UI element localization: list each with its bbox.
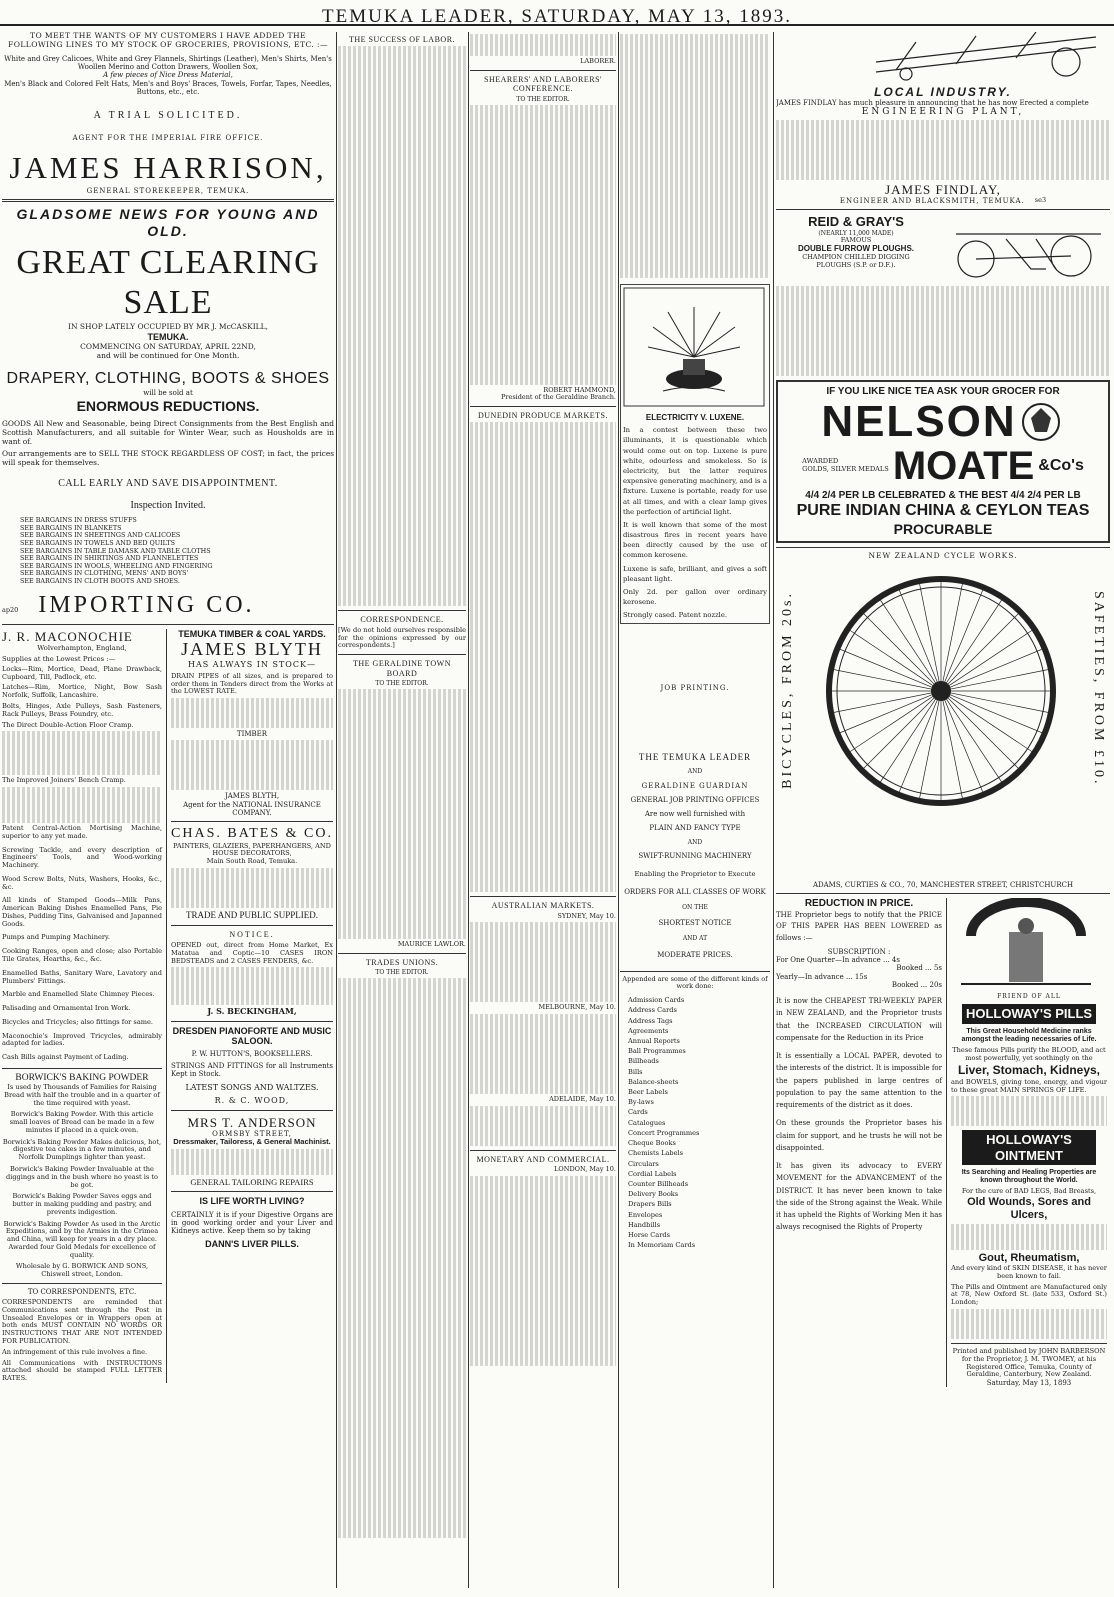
notice-title: NOTICE. — [229, 929, 275, 939]
maconochie-item: Pumps and Pumping Machinery. — [2, 933, 110, 942]
column-2 — [338, 32, 466, 1588]
reid-count: (NEARLY 11,000 MADE) — [818, 229, 894, 237]
borwick-item: Borwick's Baking Powder Saves eggs and butter in making pudding and pastry, and prevents indigestion. — [12, 1192, 152, 1216]
shearers-conference: SHEARERS' AND LABORERS' CONFERENCE. — [484, 74, 602, 94]
column-4 — [620, 32, 770, 1588]
pills-great: This Great Household Medicine ranks amongst the leading necessaries of Life. — [961, 1027, 1097, 1043]
harrison-agent: AGENT FOR THE IMPERIAL FIRE OFFICE. — [72, 133, 264, 142]
pills-liver: Liver, Stomach, Kidneys, — [957, 1062, 1101, 1077]
appended: Appended are some of the different kinds of work done: — [622, 974, 768, 991]
life-text: CERTAINLY it is if your Digestive Organs are in good working order and your Liver and Kidneys active. Keep them so by taking — [171, 1210, 333, 1236]
london-dateline: LONDON, May 10. — [554, 1165, 616, 1174]
job-kind: Delivery Books — [628, 1190, 679, 1199]
sale-call-early: CALL EARLY AND SAVE DISAPPOINTMENT. — [58, 477, 278, 489]
harrison-name: JAMES HARRISON, — [9, 150, 327, 186]
column-rule — [618, 32, 619, 1588]
sale-town: TEMUKA. — [147, 332, 189, 343]
reid-ploughs: DOUBLE FURROW PLOUGHS. — [798, 244, 914, 254]
findlay-text: JAMES FINDLAY has much pleasure in announcing that he has now Erected a complete — [776, 98, 1089, 107]
cycle-works-title: NEW ZEALAND CYCLE WORKS. — [868, 551, 1018, 561]
correspondents-postage: All Communications with INSTRUCTIONS attached should be stamped FULL LETTER RATES. — [2, 1358, 162, 1383]
maconochie-item: Cash Bills against Payment of Lading. — [2, 1053, 129, 1062]
maconochie-item: Maconochie's Improved Tricycles, admirably adapted for ladies. — [2, 1031, 162, 1048]
monetary-commercial: MONETARY AND COMMERCIAL. — [476, 1154, 610, 1164]
maconochie-item: Palisading and Ornamental Iron Work. — [2, 1004, 131, 1013]
maconochie-supplies: Supplies at the Lowest Prices :— — [2, 654, 116, 663]
dresden-title: DRESDEN PIANOFORTE AND MUSIC SALOON. — [172, 1025, 332, 1047]
harrison-items-2: A few pieces of Nice Dress Material, — [103, 71, 233, 80]
and-1: AND — [687, 768, 703, 776]
moate-word: MOATE — [892, 444, 1035, 489]
harrison-intro: TO MEET THE WANTS OF MY CUSTOMERS I HAVE ADDED THE FOLLOWING LINES TO MY STOCK OF GROCERIES, PROVISIONS, ETC. :— — [8, 32, 328, 49]
ointment-wounds: Old Wounds, Sores and Ulcers, — [967, 1196, 1091, 1222]
column-1 — [2, 32, 334, 1588]
bargain-line: SEE BARGAINS IN TABLE DAMASK AND TABLE CLOTHS — [20, 546, 211, 555]
findlay-code: se3 — [1034, 196, 1047, 205]
blyth-timber: TIMBER — [236, 730, 268, 739]
dunedin-markets: DUNEDIN PRODUCE MARKETS. — [477, 410, 608, 420]
column-rule — [468, 32, 469, 1588]
friend-of-all-label: FRIEND OF ALL — [997, 993, 1061, 1001]
job-kind: By-laws — [628, 1098, 654, 1107]
golds-silver: GOLDS, SILVER MEDALS — [802, 465, 889, 474]
pure-teas: PURE INDIAN CHINA & CEYLON TEAS — [796, 501, 1090, 519]
bates-trade: PAINTERS, GLAZIERS, PAPERHANGERS, AND HOUSE DECORATORS, — [173, 841, 331, 858]
maconochie-place: Wolverhampton, England, — [37, 643, 127, 652]
ointment-searching: Its Searching and Healing Properties are known throughout the World. — [961, 1168, 1097, 1185]
ormsby-street: ORMSBY STREET, — [212, 1129, 292, 1138]
job-kind: Envelopes — [628, 1210, 663, 1219]
luxene-text: In a contest between these two illuminants, it is questionable which would come out on top. Luxene is pure white, odourless and smokeless. So is electricity, but the latter requires expensive generating machinery, and is a fixture. Luxene is portable, ready for use at all times, and with a clear lamp gives the perfection of artificial light. — [623, 426, 767, 516]
cheapest-text: It is now the CHEAPEST TRI-WEEKLY PAPER in NEW ZEALAND, and the Proprietor trusts that the INCREASED CIRCULATION will compensate for the Reduction in its Price — [776, 997, 942, 1042]
imprint-date: Saturday, May 13, 1893 — [986, 1379, 1072, 1388]
job-kinds-list — [620, 995, 770, 1250]
blyth-agent: Agent for the NATIONAL INSURANCE COMPANY. — [183, 800, 321, 817]
nelson-word: NELSON — [821, 397, 1017, 447]
job-kind: Beer Labels — [628, 1088, 668, 1097]
borwick-item: Borwick's Baking Powder. With this article small loaves of Bread can be made in a few minutes if placed in a quick oven. — [9, 1110, 155, 1134]
swift-machinery: SWIFT-RUNNING MACHINERY — [638, 851, 752, 860]
reid-famous: FAMOUS — [840, 235, 872, 244]
ointment-cure: For the cure of BAD LEGS, Bad Breasts, — [961, 1187, 1097, 1196]
sale-month: and will be continued for One Month. — [96, 350, 240, 360]
laborer-signature: LABORER. — [580, 57, 616, 65]
sub-quarter-booked: Booked ... 5s — [896, 964, 942, 973]
blyth-text: DRAIN PIPES of all sizes, and is prepared to order them in Tenders direct from the Works at the LOWEST RATE. — [171, 671, 333, 696]
and-2: AND — [687, 838, 703, 846]
reid-gray: REID & GRAY'S — [808, 214, 904, 230]
trades-unions-title: TRADES UNIONS. — [365, 957, 439, 967]
moderate-prices: MODERATE PRICES. — [657, 950, 733, 959]
trial-solicited: A TRIAL SOLICITED. — [93, 110, 243, 122]
masthead: TEMUKA LEADER, SATURDAY, MAY 13, 1893. — [0, 0, 1114, 26]
column-rule — [773, 32, 774, 1588]
column-rule — [336, 32, 337, 1588]
grounds-text: On these grounds the Proprietor bases his claim for support, and he trusts he will not be disappointed. — [776, 1119, 942, 1152]
job-kind: Balance-sheets — [628, 1077, 679, 1086]
clearing-sale-headline: GREAT CLEARING SALE — [16, 244, 320, 322]
maconochie-item: Latches—Rim, Mortice, Night, Bow Sash Norfolk, Suffolk, Lancashire. — [2, 683, 162, 700]
lamp-illustration — [623, 287, 765, 407]
borwick-headline: BORWICK'S BAKING POWDER — [15, 1072, 149, 1083]
job-printing: JOB PRINTING. — [660, 683, 730, 692]
advocacy-text: It has given its advocacy to EVERY MOVEMENT for the ADVANCEMENT of the DISTRICT. It has never been known to take the side of the Strong against the Weak. While it has upheld the Rights of Working Men it has always recognised the Rights of Property — [776, 1162, 942, 1232]
luxene-text-2: It is well known that some of the most disastrous fires in recent years have been directly caused by the use of common kerosene. — [623, 520, 767, 560]
furnished: Are now well furnished with — [644, 810, 746, 819]
sale-shop: IN SHOP LATELY OCCUPIED BY MR J. McCASKILL, — [68, 322, 268, 332]
job-kind: Counter Billheads — [628, 1180, 689, 1189]
maconochie-item: Cooking Ranges, open and close; also Portable Tile Grates, Hearths, &c., &c. — [2, 947, 162, 963]
borwick-wholesale: Wholesale by G. BORWICK AND SONS, Chiswell street, London. — [15, 1262, 149, 1279]
sale-goods: DRAPERY, CLOTHING, BOOTS & SHOES — [6, 370, 330, 388]
sale-para-2: Our arrangements are to SELL THE STOCK REGARDLESS OF COST; in fact, the prices will speak for themselves. — [2, 449, 334, 467]
maconochie-item: Bicycles and Tricycles; also fittings for same. — [2, 1017, 153, 1026]
luxene-text-3: Luxene is safe, brilliant, and gives a soft pleasant light. — [623, 564, 767, 583]
borwick-item: Is used by Thousands of Families for Raising Bread with half the trouble and in a quarter of the time required with yeast. — [4, 1083, 160, 1107]
safeties-price: SAFETIES, FROM £10. — [1091, 591, 1106, 787]
job-kind: Annual Reports — [628, 1036, 680, 1045]
bicycles-price: BICYCLES, FROM 20s. — [780, 591, 795, 789]
subscription-title: SUBSCRIPTION : — [827, 947, 891, 956]
engineering-plant: ENGINEERING PLANT, — [861, 107, 1025, 118]
harrison-title: GENERAL STOREKEEPER, TEMUKA. — [86, 186, 250, 195]
importing-co: IMPORTING CO. — [38, 592, 255, 619]
beckingham-name: J. S. BECKINGHAM, — [207, 1006, 297, 1017]
printer-imprint: Printed and published by JOHN BARBERSON for the Proprietor, J. M. TWOMEY, at his Registered Office, Temuka, County of Geraldine, Canterbury, New Zealand. — [952, 1346, 1106, 1379]
maconochie-item: Marble and Enamelled Slate Chimney Pieces. — [2, 990, 155, 999]
friend-of-all-emblem — [951, 898, 1101, 990]
job-offices: GENERAL JOB PRINTING OFFICES — [630, 795, 760, 804]
job-kind: Bills — [628, 1067, 643, 1076]
hammond-title: President of the Geraldine Branch. — [501, 393, 616, 402]
findlay-name: JAMES FINDLAY, — [885, 181, 1001, 197]
bargain-line: SEE BARGAINS IN BLANKETS — [20, 523, 122, 532]
maconochie-item: The Improved Joiners' Bench Cramp. — [2, 776, 126, 785]
job-kind: Drapers Bills — [628, 1200, 672, 1209]
blyth-name: JAMES BLYTH — [181, 639, 323, 660]
sale-commencing: COMMENCING ON SATURDAY, APRIL 22ND, — [80, 341, 256, 351]
job-kind: Handbills — [628, 1220, 661, 1229]
bates-place: Main South Road, Temuka. — [206, 857, 298, 866]
reid-champion: CHAMPION CHILLED DIGGING — [802, 252, 910, 261]
bargain-line: SEE BARGAINS IN TOWELS AND BED QUILTS — [20, 538, 176, 547]
ointment-gout: Gout, Rheumatism, — [978, 1252, 1080, 1265]
job-kind: Circulars — [628, 1159, 659, 1168]
holloways-ointment-banner: HOLLOWAY'S OINTMENT — [962, 1130, 1096, 1165]
bargain-line: SEE BARGAINS IN CLOTHING, MENS' AND BOYS' — [20, 569, 189, 578]
borwick-item: Borwick's Baking Powder As used in the Arctic Expeditions, and by the Armies in the Crimea and China, will keep for years in a dry place. Awarded four Gold Medals for excellence of quality. — [3, 1219, 161, 1259]
and-at: AND AT — [682, 935, 708, 943]
nelson-moate-ad — [776, 380, 1110, 543]
dann-pills: DANN'S LIVER PILLS. — [205, 1239, 299, 1250]
to-editor: TO THE EDITOR. — [375, 680, 429, 688]
maconochie-item: Wood Screw Bolts, Nuts, Washers, Hooks, &c., &c. — [2, 874, 162, 891]
local-industry: LOCAL INDUSTRY. — [874, 84, 1012, 99]
pills-purify: These famous Pills purify the BLOOD, and act most powerfully, yet soothingly on the — [952, 1046, 1106, 1062]
geraldine-town-board: THE GERALDINE TOWN BOARD — [352, 659, 452, 678]
job-kind: Chemists Labels — [628, 1149, 683, 1158]
on-the: ON THE — [682, 904, 708, 912]
australian-markets: AUSTRALIAN MARKETS. — [491, 901, 595, 911]
maconochie-item: Screwing Tackle, and every description of Engineers' Tools, and Wood-working Machinery. — [2, 845, 162, 870]
plough-illustration — [936, 214, 1106, 284]
blyth-sub: HAS ALWAYS IN STOCK— — [188, 660, 316, 670]
job-kind: Cordial Labels — [628, 1169, 677, 1178]
sale-sold: will be sold at — [143, 389, 193, 398]
correspondents-fine: An infringement of this rule involves a fine. — [2, 1347, 148, 1356]
job-kind: Ball Programmes — [628, 1047, 686, 1056]
maconochie-item: The Direct Double-Action Floor Cramp. — [2, 720, 134, 729]
sale-para-1: GOODS All New and Seasonable, being Direct Consignments from the Best English and Scottish Manufacturers, and all suitable for Winter Wear, such as Housholds are in want of. — [2, 419, 334, 446]
melbourne-dateline: MELBOURNE, May 10. — [538, 1003, 616, 1012]
findlay-title: ENGINEER AND BLACKSMITH, TEMUKA. — [839, 197, 1025, 206]
bicycle-wheel-illustration — [821, 571, 1061, 811]
sale-code: ap20 — [2, 606, 19, 615]
adelaide-dateline: ADELAIDE, May 10. — [549, 1095, 616, 1104]
job-kind: Billheads — [628, 1057, 659, 1066]
luxene-text-4: Only 2d. per gallon over ordinary kerosene. — [623, 588, 767, 607]
bates-name: CHAS. BATES & CO. — [171, 826, 333, 842]
job-kind: In Memoriam Cards — [628, 1241, 696, 1250]
anderson-name: MRS T. ANDERSON — [187, 1114, 317, 1130]
fancy-type: PLAIN AND FANCY TYPE — [649, 824, 741, 833]
guardian-name: GERALDINE GUARDIAN — [641, 781, 749, 790]
job-kind: Admission Cards — [628, 996, 685, 1005]
correspondents-text: CORRESPONDENTS are reminded that Communications sent through the Post in Unsealed Envelopes or in Wrappers open at both ends MUST CONTAIN NO WORDS OR INSTRUCTIONS THAT ARE NOT INTENDED FOR PUBLICATION. — [2, 1298, 162, 1346]
latest-songs: LATEST SONGS AND WALTZES. — [185, 1082, 319, 1092]
hutton-name: P. W. HUTTON'S, BOOKSELLERS. — [191, 1049, 313, 1058]
job-kind: Concert Programmes — [628, 1128, 700, 1137]
celebrated: 4/4 2/4 PER LB CELEBRATED & THE BEST 4/4 2/4 PER LB — [805, 490, 1081, 502]
harrison-items-3: Men's Black and Colored Felt Hats, Men's and Boys' Braces, Towels, Forfar, Tapes, Needles, Buttons, etc., etc. — [4, 79, 332, 96]
maconochie-item: Enamelled Baths, Sanitary Ware, Lavatory and Plumbers' Fittings. — [2, 968, 162, 985]
job-kind: Agreements — [628, 1026, 669, 1035]
life-worth-living: IS LIFE WORTH LIVING? — [199, 1196, 305, 1207]
oxford-address: The Pills and Ointment are Manufactured only at 78, New Oxford St. (late 533, Oxford St.) London; — [951, 1282, 1107, 1307]
wood-name: R. & C. WOOD, — [214, 1096, 290, 1106]
job-kind: Horse Cards — [628, 1231, 670, 1240]
sub-yearly: Yearly—In advance ... 15s — [776, 972, 868, 981]
correspondents-title: TO CORRESPONDENTS, ETC. — [27, 1287, 137, 1296]
holloways-pills-banner: HOLLOWAY'S PILLS — [962, 1004, 1096, 1023]
moate-co: &Co's — [1038, 456, 1084, 474]
correspondence-title: CORRESPONDENCE. — [360, 615, 444, 625]
harrison-items: White and Grey Calicoes, White and Grey Flannels, Shirtings (Leather), Men's Shirts, Men's Woollen Merino and Cotton Drawers, Woollen Sox, — [4, 54, 332, 72]
luxene-ad — [620, 284, 770, 624]
dressmaker: Dressmaker, Tailoress, & General Machinist. — [173, 1137, 331, 1147]
maconochie-name: J. R. MACONOCHIE — [2, 628, 133, 644]
royal-crest-icon — [1017, 398, 1065, 446]
maconochie-item: Patent Central-Action Mortising Machine, superior to any yet made. — [2, 824, 162, 840]
borwick-item: Borwick's Baking Powder Makes delicious, hot, digestive tea cakes in a few minutes, and Norfolk Dumplings lighter than yeast. — [2, 1137, 162, 1162]
hammond-signature: ROBERT HAMMOND, — [543, 385, 616, 394]
maconochie-item: Locks—Rim, Mortice, Dead, Plane Drawback, Cupboard, Till, Padlock, etc. — [2, 664, 162, 681]
labor-title: THE SUCCESS OF LABOR. — [348, 35, 456, 44]
ointment-skin: And every kind of SKIN DISEASE, it has never been known to fail. — [951, 1264, 1107, 1280]
sale-inspection: Inspection Invited. — [130, 499, 206, 511]
orders-all: ORDERS FOR ALL CLASSES OF WORK — [624, 887, 766, 896]
pills-bowels: and BOWELS, giving tone, energy, and vigour to these great MAIN SPRINGS OF LIFE. — [951, 1077, 1107, 1094]
tailoring: GENERAL TAILORING REPAIRS — [190, 1177, 314, 1187]
job-kind: Cards — [628, 1108, 648, 1117]
notice-text: OPENED out, direct from Home Market, Ex Matatua and Coptic—10 CASES IRON BEDSTEADS and 2 CASES FENDERS, &c. — [171, 941, 333, 965]
column-3 — [470, 32, 616, 1588]
sub-quarter: For One Quarter—In advance ... 4s — [776, 956, 900, 965]
cycle-ad — [776, 561, 1110, 881]
bargain-line: SEE BARGAINS IN SHIRTINGS AND FLANNELETTES — [20, 554, 199, 563]
timber-yards: TEMUKA TIMBER & COAL YARDS. — [178, 628, 326, 639]
lawlor-signature: MAURICE LAWLOR. — [397, 940, 466, 949]
maconochie-item: All kinds of Stamped Goods—Milk Pans, American Baking Dishes Enamelled Pans, Pie Dishes, Pudding Tins, Galvanised and Japanned Goods. — [2, 896, 162, 928]
sale-reductions: ENORMOUS REDUCTIONS. — [76, 397, 260, 414]
borwick-item: Borwick's Baking Powder Invaluable at the diggings and in the bush where no yeast is to be got. — [5, 1164, 158, 1189]
awarded: AWARDED — [802, 457, 839, 466]
sub-yearly-booked: Booked ... 20s — [891, 980, 942, 989]
luxene-text-5: Strongly cased. Patent nozzle. — [623, 611, 728, 620]
sydney-dateline: SYDNEY, May 10. — [557, 911, 616, 920]
job-kind: Address Tags — [628, 1016, 673, 1025]
to-editor: TO THE EDITOR. — [375, 969, 429, 977]
gladsome-news: GLADSOME NEWS FOR YOUNG AND OLD. — [16, 206, 320, 239]
curties-address: ADAMS, CURTIES & CO., 70, MANCHESTER STREET, CHRISTCHURCH — [812, 881, 1074, 890]
bargain-line: SEE BARGAINS IN SHEETINGS AND CALICOES — [20, 531, 181, 540]
leader-name: THE TEMUKA LEADER — [638, 751, 752, 762]
shortest-notice: SHORTEST NOTICE — [658, 919, 732, 928]
column-5 — [776, 32, 1110, 1588]
enabling: Enabling the Proprietor to Execute — [634, 869, 756, 878]
job-kind: Catalogues — [628, 1118, 666, 1127]
bargain-line: SEE BARGAINS IN CLOTH BOOTS AND SHOES. — [20, 576, 180, 585]
bates-supplied: TRADE AND PUBLIC SUPPLIED. — [185, 909, 318, 920]
job-kind: Cheque Books — [628, 1139, 676, 1148]
strings-text: STRINGS AND FITTINGS for all Instruments Kept in Stock. — [171, 1062, 333, 1079]
reduction-title: REDUCTION IN PRICE. — [804, 898, 914, 910]
blyth-sign: JAMES BLYTH, — [224, 792, 280, 801]
luxene-title: ELECTRICITY V. LUXENE. — [645, 412, 745, 422]
bargain-line: SEE BARGAINS IN DRESS STUFFS — [20, 516, 137, 525]
local-text: It is essentially a LOCAL PAPER, devoted to the interests of the district. It is impossible for the papers published in large centres of population to pay the same attention to the requirements of the district as it does. — [776, 1052, 942, 1110]
correspondence-note: [We do not hold ourselves responsible for the opinions expressed by our correspondents.] — [338, 625, 466, 650]
procurable: PROCURABLE — [893, 520, 993, 537]
job-kind: Address Cards — [628, 1006, 677, 1015]
nice-tea: IF YOU LIKE NICE TEA ASK YOUR GROCER FOR — [826, 386, 1060, 398]
reid-digging: PLOUGHS (S.P. or D.F.). — [816, 260, 896, 269]
reduction-text: THE Proprietor begs to notify that the PRICE OF THIS PAPER HAS BEEN LOWERED as follows :— — [776, 911, 942, 942]
bargain-line: SEE BARGAINS IN WOOLS, WHEELING AND FINGERING — [20, 561, 213, 570]
harrow-illustration — [776, 32, 1106, 82]
maconochie-item: Bolts, Hinges, Axle Pulleys, Sash Fasteners, Rack Pulleys, Brass Foundry, etc. — [2, 701, 162, 718]
to-editor: TO THE EDITOR. — [516, 95, 570, 103]
